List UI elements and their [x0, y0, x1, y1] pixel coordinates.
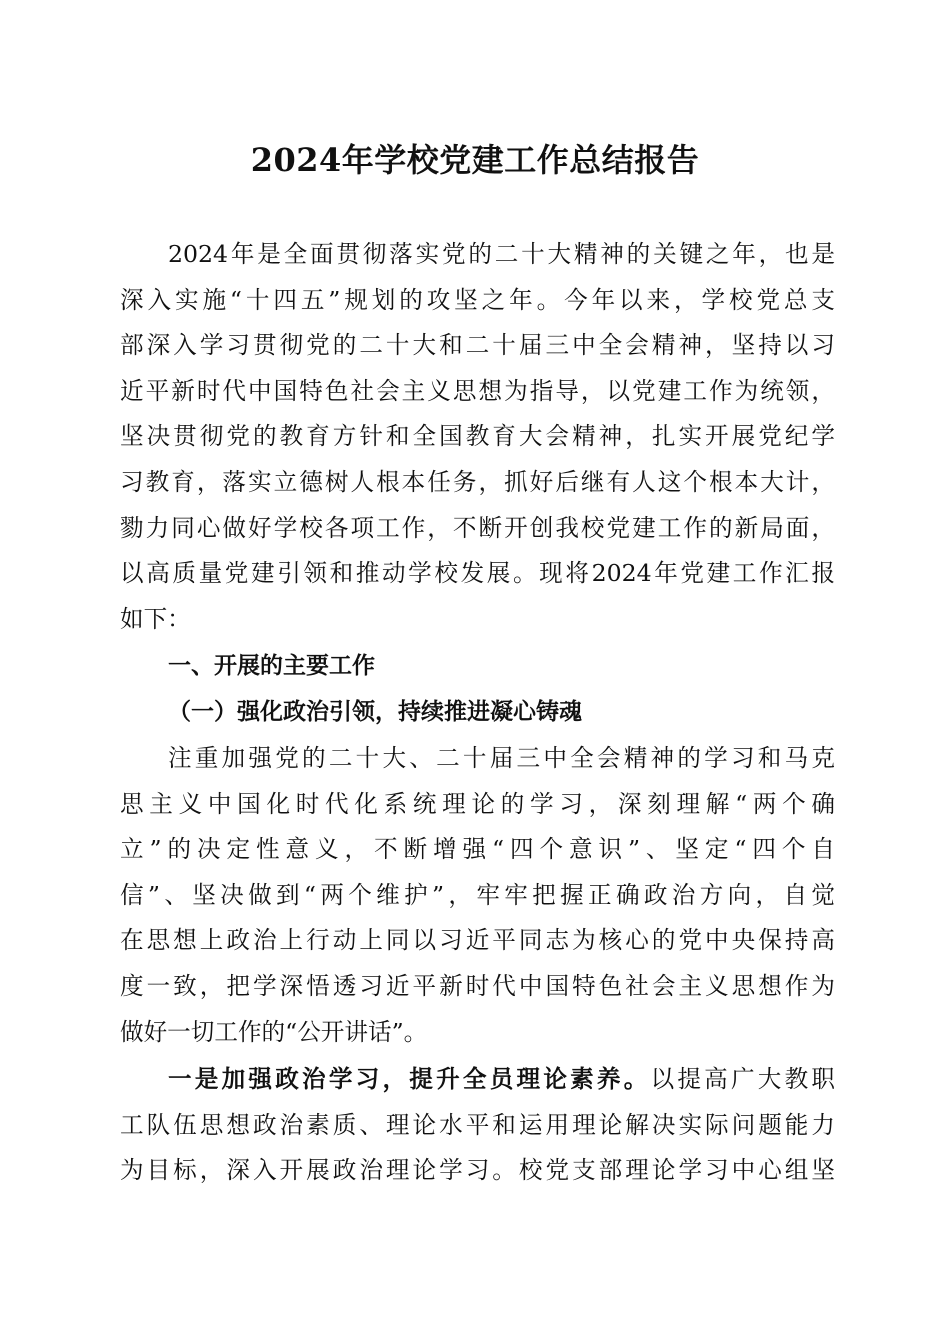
paragraph-line-first	[120, 1057, 835, 1103]
intro-line: 近平新时代中国特色社会主义思想为指导，以党建工作为统领，	[120, 376, 835, 405]
paragraph-line: 信”、坚决做到“两个维护”，牢牢把握正确政治方向，自觉	[120, 880, 835, 909]
intro-line: 习教育，落实立德树人根本任务，抓好后继有人这个根本大计，	[120, 467, 835, 496]
intro-line: 部深入学习贯彻党的二十大和二十届三中全会精神，坚持以习	[120, 331, 835, 360]
paragraph-line: 做好一切工作的“公开讲话”。	[120, 1017, 428, 1046]
paragraph-line: 思主义中国化时代化系统理论的学习，深刻理解“两个确	[120, 789, 835, 818]
paragraph-line: 为目标，深入开展政治理论学习。校党支部理论学习中心组坚	[120, 1156, 835, 1185]
intro-line: 以高质量党建引领和推动学校发展。现将2024年党建工作汇报	[120, 559, 835, 588]
paragraph-rest-text: 以提高广大教职	[650, 1065, 836, 1094]
intro-line: 深入实施“十四五”规划的攻坚之年。今年以来，学校党总支	[120, 285, 835, 314]
paragraph-political-study	[120, 1057, 835, 1194]
paragraph-lead-text: 一是加强政治学习，提升全员理论素养。	[168, 1065, 651, 1094]
paragraph-line: 注重加强党的二十大、二十届三中全会精神的学习和马克	[168, 743, 835, 772]
paragraph-line: 工队伍思想政治素质、理论水平和运用理论解决实际问题能力	[120, 1110, 835, 1139]
paragraph-line: 立”的决定性意义，不断增强“四个意识”、坚定“四个自	[120, 835, 835, 864]
intro-paragraph	[120, 232, 835, 642]
section-heading: 一、开展的主要工作	[168, 653, 375, 680]
intro-line: 如下：	[120, 604, 191, 633]
document-body	[120, 232, 835, 1194]
paragraph-political-guidance	[120, 736, 835, 1055]
intro-line: 2024年是全面贯彻落实党的二十大精神的关键之年，也是	[168, 240, 835, 268]
document-title: 2024年学校党建工作总结报告	[250, 141, 700, 179]
paragraph-line: 度一致，把学深悟透习近平新时代中国特色社会主义思想作为	[120, 971, 835, 1000]
subsection-heading: （一）强化政治引领，持续推进凝心铸魂	[168, 697, 582, 725]
intro-line: 勠力同心做好学校各项工作，不断开创我校党建工作的新局面，	[120, 513, 835, 542]
intro-line: 坚决贯彻党的教育方针和全国教育大会精神，扎实开展党纪学	[120, 422, 835, 451]
paragraph-line: 在思想上政治上行动上同以习近平同志为核心的党中央保持高	[120, 926, 835, 955]
